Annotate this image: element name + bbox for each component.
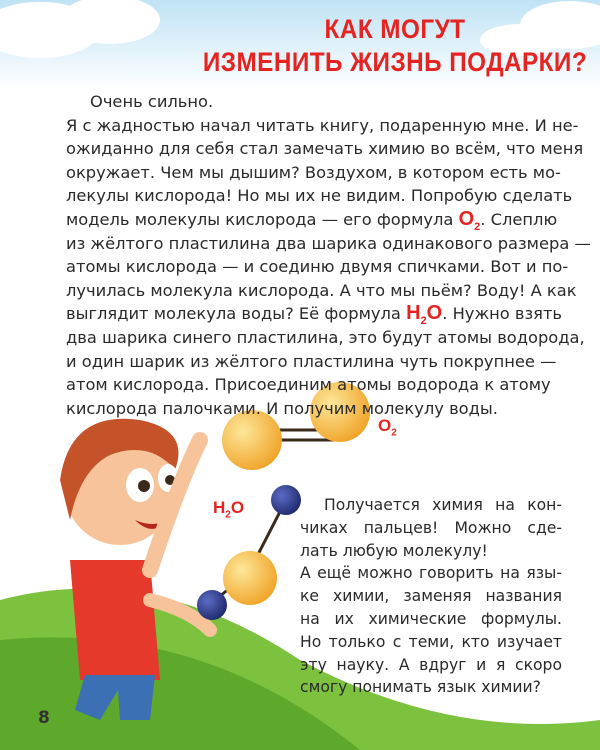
text-line: и один шарик из жёлтого пластилина чуть покрупнее — — [66, 351, 557, 371]
label-o: O — [230, 498, 245, 517]
text-line: атомы кислорода — и соединю двумя спичками. Вот и по- — [66, 257, 569, 277]
formula-h: H — [406, 302, 421, 325]
side-text — [300, 494, 562, 699]
text-line: Но только с теми, кто изучает — [300, 632, 562, 651]
page-title-line-1: КАК МОГУТ — [324, 14, 466, 44]
label-sub: 2 — [391, 427, 397, 439]
text-line: кислорода палочками. И получим молекулу воды. — [66, 398, 498, 418]
text-line: ке химии, заменяя названия — [300, 587, 562, 606]
text-line: А ещё можно говорить на язы- — [300, 564, 562, 583]
text-line: на их химические формулы. — [300, 609, 562, 628]
text-line: лекулы кислорода! Но мы их не видим. Попробую сделать — [66, 186, 573, 206]
label-h: H — [213, 498, 226, 517]
text-line: Очень сильно. — [90, 92, 214, 111]
formula-sub: 2 — [474, 220, 481, 233]
text-line: Я с жадностью начал читать книгу, подаренную мне. И не- — [66, 115, 579, 135]
h2o-label — [213, 498, 244, 520]
formula-sub: 2 — [420, 315, 427, 328]
text-line: смогу понимать язык химии? — [300, 678, 541, 697]
page-number: 8 — [38, 708, 50, 728]
text-line: чиках пальцев! Можно сде- — [300, 518, 562, 537]
o2-formula — [458, 207, 481, 233]
formula-o: O — [458, 207, 475, 230]
label-sub: 2 — [225, 509, 231, 521]
formula-o: O — [426, 302, 443, 325]
o2-label — [378, 416, 397, 438]
text-line: эту науку. А вдруг и я скоро — [300, 655, 562, 674]
page-title-line-2: ИЗМЕНИТЬ ЖИЗНЬ ПОДАРКИ? — [202, 47, 588, 77]
text-line: окружает. Чем мы дышим? Воздухом, в котором есть мо- — [66, 162, 561, 182]
main-text — [66, 90, 591, 420]
label-o: O — [378, 416, 392, 435]
text-line: лучилась молекула кислорода. А что мы пьём? Воду! А как — [66, 280, 577, 300]
text-line: атом кислорода. Присоединим атомы водорода к атому — [66, 375, 551, 395]
text-line: из жёлтого пластилина два шарика одинакового размера — — [66, 233, 591, 253]
text-fragment: . Слеплю — [480, 209, 558, 229]
h2o-formula — [406, 302, 443, 328]
text-line — [66, 207, 558, 233]
text-fragment: выглядит молекула воды? Её формула — [66, 304, 401, 324]
text-fragment: . Нужно взять — [442, 304, 563, 324]
text-line: ожиданно для себя стал замечать химию во всём, что меня — [66, 139, 584, 159]
text-line — [66, 302, 563, 328]
text-line: лать любую молекулу! — [300, 541, 488, 560]
text-line: два шарика синего пластилина, это будут атомы водорода, — [66, 327, 585, 347]
text-fragment: модель молекулы кислорода — его формула — [66, 209, 454, 229]
text-line: Получается химия на кон- — [324, 496, 562, 514]
